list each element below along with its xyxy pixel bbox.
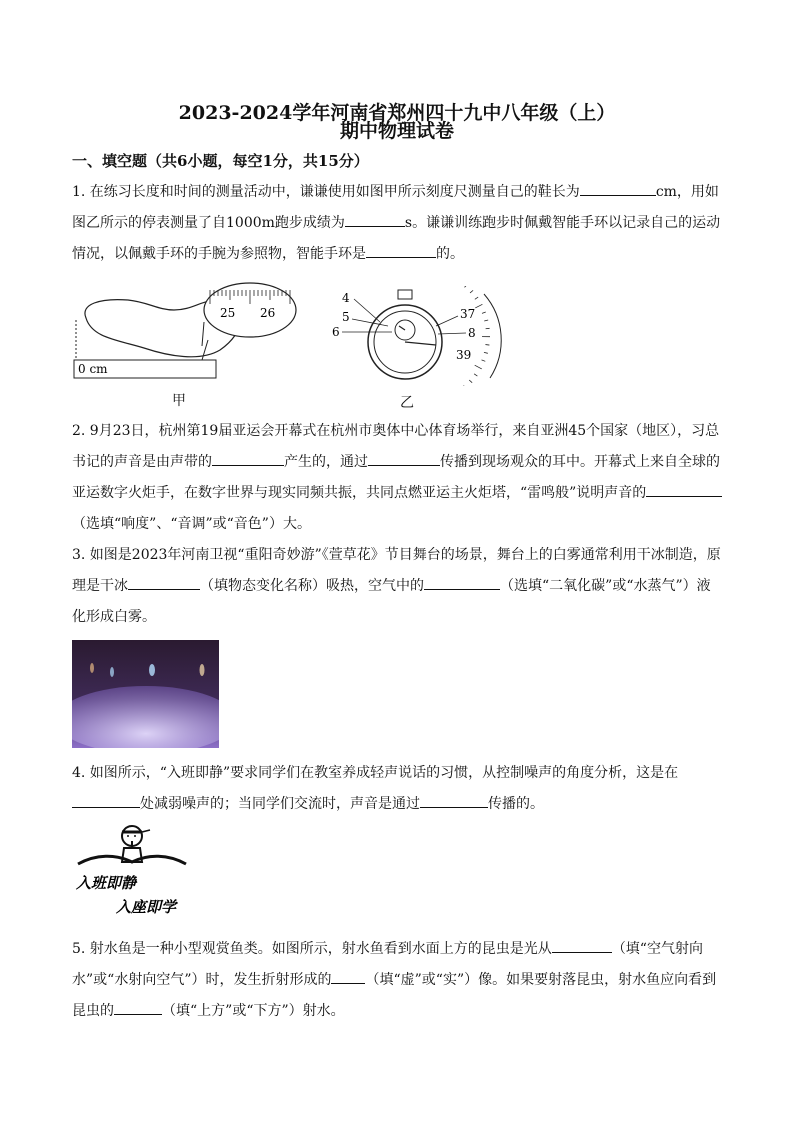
second-mark-8: 8 xyxy=(468,326,476,340)
q5-text-2: （填“空气射向水”或“水射向空气”）时，发生折射形成的 xyxy=(72,941,703,988)
stopwatch-tick xyxy=(485,345,489,346)
section-heading: 一、填空题（共6小题，每空1分，共15分） xyxy=(72,152,369,170)
stopwatch-button xyxy=(398,290,412,299)
seconds-scale-arc xyxy=(484,294,501,378)
q5-blank-1[interactable] xyxy=(552,936,612,953)
q5-text-4: （填“上方”或“下方”）射水。 xyxy=(162,1003,345,1019)
slogan-line-1: 入班即静 xyxy=(76,874,137,892)
figure-caption-jia: 甲 xyxy=(172,393,186,409)
right-guide-line xyxy=(202,340,208,360)
q5-blank-3[interactable] xyxy=(114,998,162,1015)
headband-tail xyxy=(142,830,150,832)
q1-blank-3[interactable] xyxy=(366,241,436,258)
stopwatch-tick xyxy=(484,320,488,321)
q1-blank-2[interactable] xyxy=(345,210,405,227)
exam-subtitle: 期中物理试卷 xyxy=(339,120,454,142)
minute-mark-6: 6 xyxy=(332,325,340,339)
q5-text-1: 5. 射水鱼是一种小型观赏鱼类。如图所示，射水鱼看到水面上方的昆虫是光从 xyxy=(72,941,552,957)
white-fog xyxy=(72,686,219,748)
minute-mark-5: 5 xyxy=(342,310,350,324)
q2-text-3: 传播到现场观众的耳中。开幕式上来自全球的亚运数字火炬手，在数字世界与现实同频共振，共同点燃亚运主火炬塔，“雷鸣般”说明声音的 xyxy=(72,454,720,501)
q4-blank-1[interactable] xyxy=(72,791,140,808)
figure-caption-yi: 乙 xyxy=(400,395,414,411)
second-mark-39: 39 xyxy=(456,348,472,362)
dancer-1 xyxy=(90,663,94,673)
q1-text-3: s。谦谦训练跑步时佩戴智能手环以记录自己的运动情况，以佩戴手环的手腕为参照物，智能手环是 xyxy=(72,215,721,262)
stage-photo xyxy=(72,640,219,748)
dancer-4 xyxy=(200,664,205,676)
q2-blank-1[interactable] xyxy=(212,449,284,466)
q2-blank-2[interactable] xyxy=(368,449,440,466)
stopwatch-tick xyxy=(465,286,468,287)
stopwatch-figure xyxy=(328,286,508,386)
q2-text-1: 2. 9月23日，杭州第19届亚运会开幕式在杭州市奥体中心体育场举行，来自亚洲45个国家（地区），习总书记的声音是由声带的 xyxy=(72,423,720,470)
q1-text-2: cm，用如图乙所示的停表测量了自1000m跑步成绩为 xyxy=(72,184,719,231)
q1-text-4: 的。 xyxy=(436,246,464,262)
q5-text-3: （填“虚”或“实”）像。如果要射落昆虫，射水鱼应向看到昆虫的 xyxy=(72,972,717,1019)
leader-line-4 xyxy=(354,299,380,322)
minute-mark-4: 4 xyxy=(342,291,350,305)
magnifier-pointer xyxy=(202,322,204,346)
question-2 xyxy=(72,416,724,540)
q2-text-2: 产生的，通过 xyxy=(284,454,368,470)
ruler-figure xyxy=(70,280,310,386)
dancer-2 xyxy=(110,667,114,677)
student-eye-left xyxy=(127,835,129,837)
q3-text-3: （选填“二氧化碳”或“水蒸气”）液化形成白雾。 xyxy=(72,578,711,625)
dancer-3 xyxy=(149,664,155,676)
q4-text-1: 4. 如图所示，“入班即静”要求同学们在教室养成轻声说话的习惯，从控制噪声的角度分析，这是在 xyxy=(72,765,679,781)
question-4 xyxy=(72,758,724,820)
stopwatch-tick xyxy=(469,380,472,383)
ruler-zero-label: 0 cm xyxy=(78,362,108,376)
question-1 xyxy=(72,177,724,270)
q5-blank-2[interactable] xyxy=(331,967,365,984)
q3-blank-1[interactable] xyxy=(128,573,200,590)
q3-blank-2[interactable] xyxy=(424,573,500,590)
leader-line-8 xyxy=(438,333,466,334)
stopwatch-tick xyxy=(482,312,486,313)
q1-blank-1[interactable] xyxy=(580,179,656,196)
stopwatch-tick xyxy=(475,365,482,369)
question-3 xyxy=(72,540,724,633)
quiet-illustration xyxy=(72,820,202,920)
q2-blank-3[interactable] xyxy=(646,480,722,497)
slogan-line-2: 入座即学 xyxy=(116,898,177,916)
exam-title: 2023-2024学年河南省郑州四十九中八年级（上） xyxy=(178,102,616,124)
q3-text-1: 3. 如图是2023年河南卫视“重阳奇妙游”《萱草花》节目舞台的场景，舞台上的白雾通常利用干冰制造，原理是干冰 xyxy=(72,547,721,594)
scale-label-25: 25 xyxy=(220,306,236,320)
stopwatch-tick xyxy=(475,304,482,308)
stopwatch-tick xyxy=(484,352,488,353)
stopwatch-tick xyxy=(474,374,477,376)
stopwatch-tick xyxy=(475,297,478,299)
stopwatch-tick xyxy=(482,360,486,361)
question-5 xyxy=(72,934,724,1027)
q4-blank-2[interactable] xyxy=(420,791,488,808)
open-book xyxy=(78,856,186,864)
second-mark-37: 37 xyxy=(460,307,476,321)
scale-label-26: 26 xyxy=(260,306,276,320)
stopwatch-tick xyxy=(470,290,473,293)
student-eye-right xyxy=(134,835,136,837)
q4-text-2: 处减弱噪声的；当同学们交流时，声音是通过 xyxy=(140,796,420,812)
q1-text-1: 1. 在练习长度和时间的测量活动中，谦谦使用如图甲所示刻度尺测量自己的鞋长为 xyxy=(72,184,580,200)
q4-text-3: 传播的。 xyxy=(488,796,544,812)
q2-text-4: （选填“响度”、“音调”或“音色”）大。 xyxy=(72,516,311,532)
leader-line-37 xyxy=(436,316,458,326)
q3-text-2: （填物态变化名称）吸热，空气中的 xyxy=(200,578,424,594)
